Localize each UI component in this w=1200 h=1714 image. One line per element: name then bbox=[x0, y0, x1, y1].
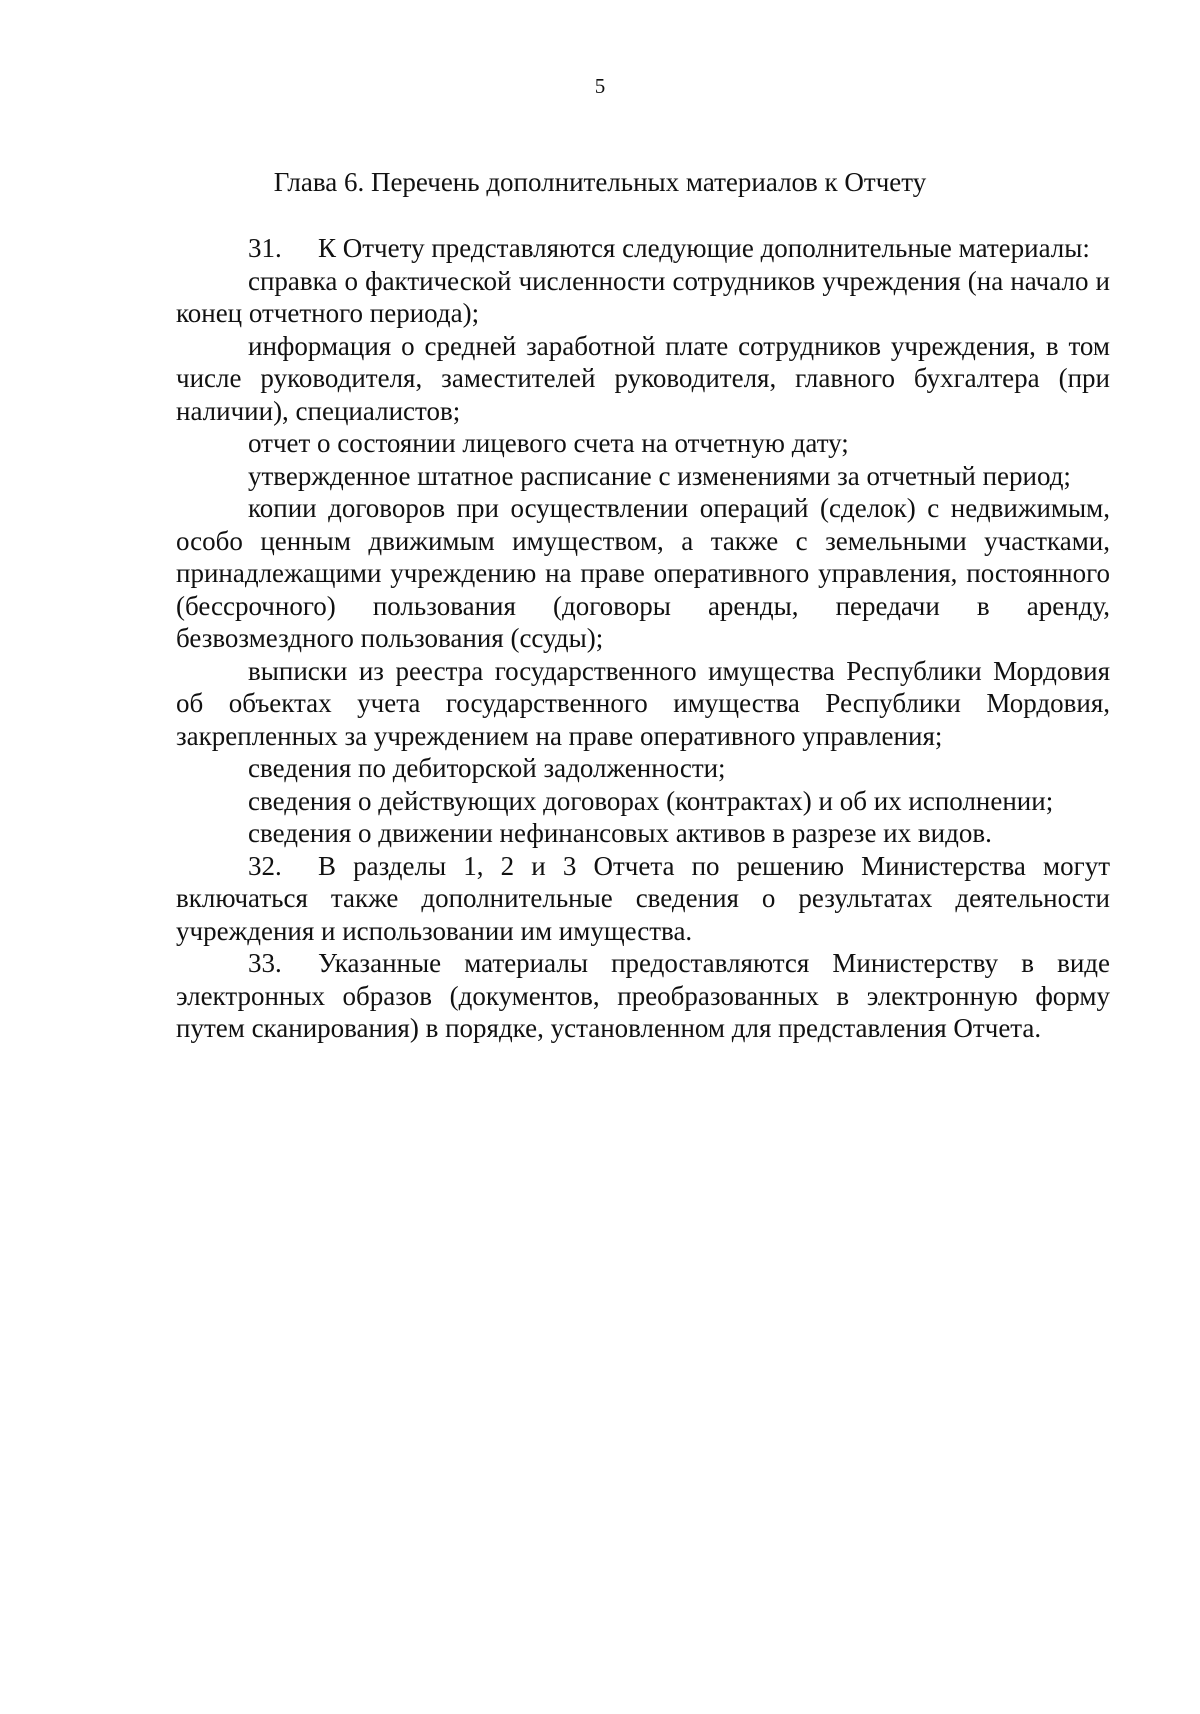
paragraph-text: информация о средней заработной плате сотрудников учреждения, в том числе руководителя, заместителей руководителя, главного бухгалтера (при наличии), специалистов; bbox=[176, 330, 1110, 426]
paragraph-text: утвержденное штатное расписание с изменениями за отчетный период; bbox=[248, 460, 1071, 491]
paragraph-32 bbox=[176, 850, 1110, 948]
paragraph-31 bbox=[176, 232, 1110, 265]
paragraph-text: выписки из реестра государственного имущества Республики Мордовия об объектах учета государственного имущества Республики Мордовия, закрепленных за учреждением на праве оперативного управления; bbox=[176, 655, 1110, 751]
list-item bbox=[176, 330, 1110, 428]
paragraph-text: сведения по дебиторской задолженности; bbox=[248, 753, 726, 783]
paragraph-text: Указанные материалы предоставляются Министерству в виде электронных образов (документов, преобразованных в электронную форму путем сканирования) в порядке, установленном для представления Отчета. bbox=[176, 948, 1110, 1043]
list-item bbox=[176, 427, 1110, 460]
paragraph-text: отчет о состоянии лицевого счета на отчетную дату; bbox=[248, 428, 849, 458]
list-item bbox=[176, 492, 1110, 655]
paragraph-number: 32. bbox=[248, 850, 282, 881]
document-body bbox=[176, 232, 1110, 1045]
paragraph-33 bbox=[176, 947, 1110, 1045]
paragraph-text: копии договоров при осуществлении операций (сделок) с недвижимым, особо ценным движимым имуществом, а также с земельными участками, принадлежащими учреждению на праве оперативного управления, постоянного (бессрочного) пользования (договоры аренды, передачи в аренду, безвозмездного пользования (ссуды); bbox=[176, 493, 1110, 653]
paragraph-text: В разделы 1, 2 и 3 Отчета по решению Министерства могут включаться также дополнительные сведения о результатах деятельности учреждения и использовании им имущества. bbox=[176, 850, 1110, 946]
list-item bbox=[176, 817, 1110, 850]
list-item bbox=[176, 265, 1110, 330]
list-item bbox=[176, 752, 1110, 785]
chapter-title: Глава 6. Перечень дополнительных материалов к Отчету bbox=[273, 167, 927, 197]
page-number: 5 bbox=[594, 74, 606, 98]
list-item bbox=[176, 460, 1110, 493]
paragraph-text: К Отчету представляются следующие дополнительные материалы: bbox=[318, 233, 1090, 263]
paragraph-number: 33. bbox=[248, 948, 282, 978]
paragraph-text: сведения о действующих договорах (контрактах) и об их исполнении; bbox=[248, 785, 1054, 816]
paragraph-number: 31. bbox=[248, 233, 282, 263]
paragraph-text: сведения о движении нефинансовых активов в разрезе их видов. bbox=[248, 818, 992, 848]
list-item bbox=[176, 655, 1110, 753]
paragraph-text: справка о фактической численности сотрудников учреждения (на начало и конец отчетного периода); bbox=[176, 265, 1110, 328]
list-item bbox=[176, 785, 1110, 818]
